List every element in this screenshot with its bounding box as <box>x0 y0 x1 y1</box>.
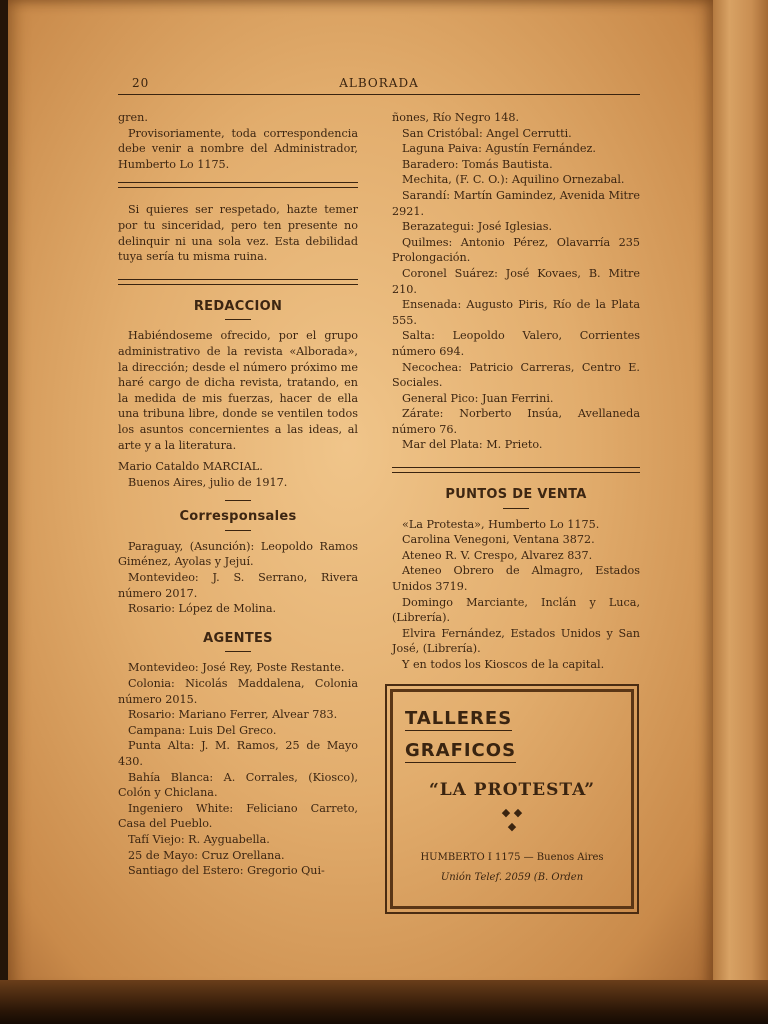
running-title: ALBORADA <box>339 76 419 90</box>
agente-item: Ensenada: Augusto Piris, Río de la Plata 555. <box>392 298 640 327</box>
title-rule <box>225 651 251 652</box>
agente-item: Necochea: Patricio Carreras, Centro E. Sociales. <box>392 360 640 390</box>
intro-fragment: gren. <box>118 111 148 124</box>
page-bottom-shadow <box>0 980 768 1024</box>
agente-item: Berazategui: José Iglesias. <box>402 220 553 234</box>
punto-venta-item: Domingo Marciante, Inclán y Luca, (Librería). <box>392 595 640 625</box>
redaccion-title: REDACCION <box>193 298 283 314</box>
section-rule <box>225 500 251 501</box>
corresponsal-item: Montevideo: J. S. Serrano, Rivera número 2017. <box>118 571 358 600</box>
punto-venta-item: «La Protesta», Humberto Lo 1175. <box>402 517 600 531</box>
double-rule <box>118 182 358 188</box>
double-rule <box>392 467 640 473</box>
agente-item: Coronel Suárez: José Kovaes, B. Mitre 210. <box>392 266 640 296</box>
notice-paragraph: Si quieres ser respetado, hazte temer por tu sinceridad, pero ten presente no delinquir ni una sola vez. Esta debilidad tuya sería tu misma ruina. <box>118 203 358 264</box>
title-rule <box>503 508 529 509</box>
ad-ornament <box>387 806 637 834</box>
right-column <box>392 110 640 673</box>
agente-item: Rosario: Mariano Ferrer, Alvear 783. <box>128 708 338 722</box>
agente-item: Bahía Blanca: A. Corrales, (Kiosco), Colón y Chiclana. <box>118 770 358 800</box>
agentes-title: AGENTES <box>203 630 273 646</box>
ad-line-graficos: GRAFICOS <box>405 740 517 761</box>
diamond-ornament-icon: ◆ ◆ <box>501 806 523 819</box>
page-header <box>118 76 640 95</box>
punto-venta-item: Ateneo Obrero de Almagro, Estados Unidos 3719. <box>392 564 640 594</box>
agente-item: Montevideo: José Rey, Poste Restante. <box>128 661 345 675</box>
punto-venta-item: Y en todos los Kioscos de la capital. <box>402 658 605 671</box>
corresponsal-item: Rosario: López de Molina. <box>128 602 277 616</box>
agente-item: Colonia: Nicolás Maddalena, Colonia número 2015. <box>118 677 358 706</box>
page-number: 20 <box>132 76 150 90</box>
agente-item: San Cristóbal: Angel Cerrutti. <box>402 126 572 140</box>
ad-line-talleres: TALLERES <box>405 708 513 729</box>
puntos-de-venta-title: PUNTOS DE VENTA <box>445 487 587 503</box>
agente-item: 25 de Mayo: Cruz Orellana. <box>128 848 285 862</box>
agente-item: General Pico: Juan Ferrini. <box>402 391 554 405</box>
diamond-ornament-icon: ◆ <box>507 820 517 833</box>
corresponsal-item: Paraguay, (Asunción): Leopoldo Ramos Giménez, Ayolas y Jejuí. <box>118 539 358 569</box>
ad-phone: Unión Telef. 2059 (B. Orden <box>440 872 584 883</box>
agente-item: Baradero: Tomás Bautista. <box>402 157 553 171</box>
agente-item: Mechita, (F. C. O.): Aquilino Ornezabal. <box>402 173 625 187</box>
agente-item: Quilmes: Antonio Pérez, Olavarría 235 Prolongación. <box>392 235 640 265</box>
ad-address: HUMBERTO I 1175 — Buenos Aires <box>420 852 604 863</box>
punto-venta-item: Elvira Fernández, Estados Unidos y San José, (Librería). <box>392 626 640 656</box>
agente-item: Laguna Paiva: Agustín Fernández. <box>402 142 596 156</box>
redaccion-place-date: Buenos Aires, julio de 1917. <box>128 475 288 489</box>
corresponsales-title: Corresponsales <box>179 509 297 525</box>
punto-venta-item: Carolina Venegoni, Ventana 3872. <box>402 533 595 547</box>
agente-item: ñones, Río Negro 148. <box>392 111 520 124</box>
title-rule <box>225 319 251 320</box>
redaccion-signature: Mario Cataldo MARCIAL. <box>118 460 263 474</box>
redaccion-body: Habiéndoseme ofrecido, por el grupo administrativo de la revista «Alborada», la dirección; desde el número próximo me haré cargo de dicha revista, tratando, en la medida de mis fuerzas, hacer de ella una tribuna libre, donde se ventilen todos los asuntos concernientes a las ideas, al arte y a la literatura. <box>118 329 358 452</box>
ad-line-la-protesta: “LA PROTESTA” <box>428 780 596 800</box>
left-column <box>118 110 358 879</box>
agente-item: Santiago del Estero: Gregorio Qui- <box>128 864 325 878</box>
talleres-graficos-advertisement <box>385 684 639 914</box>
punto-venta-item: Ateneo R. V. Crespo, Alvarez 837. <box>402 548 593 562</box>
agente-item: Sarandí: Martín Gamindez, Avenida Mitre 2921. <box>392 188 640 218</box>
agente-item: Ingeniero White: Feliciano Carreto, Casa del Pueblo. <box>118 801 358 831</box>
agente-item: Campana: Luis Del Greco. <box>128 723 277 737</box>
agente-item: Punta Alta: J. M. Ramos, 25 de Mayo 430. <box>118 739 358 768</box>
agente-item: Salta: Leopoldo Valero, Corrientes número 694. <box>392 329 640 358</box>
agente-item: Tafí Viejo: R. Ayguabella. <box>128 832 270 846</box>
double-rule <box>118 279 358 285</box>
next-page-edge <box>713 0 768 1000</box>
title-rule <box>225 530 251 531</box>
agente-item: Mar del Plata: M. Prieto. <box>402 438 543 452</box>
agente-item: Zárate: Norberto Insúa, Avellaneda número 76. <box>392 407 640 436</box>
intro-paragraph: Provisoriamente, toda correspondencia debe venir a nombre del Administrador, Humberto Lo 1175. <box>118 126 358 171</box>
